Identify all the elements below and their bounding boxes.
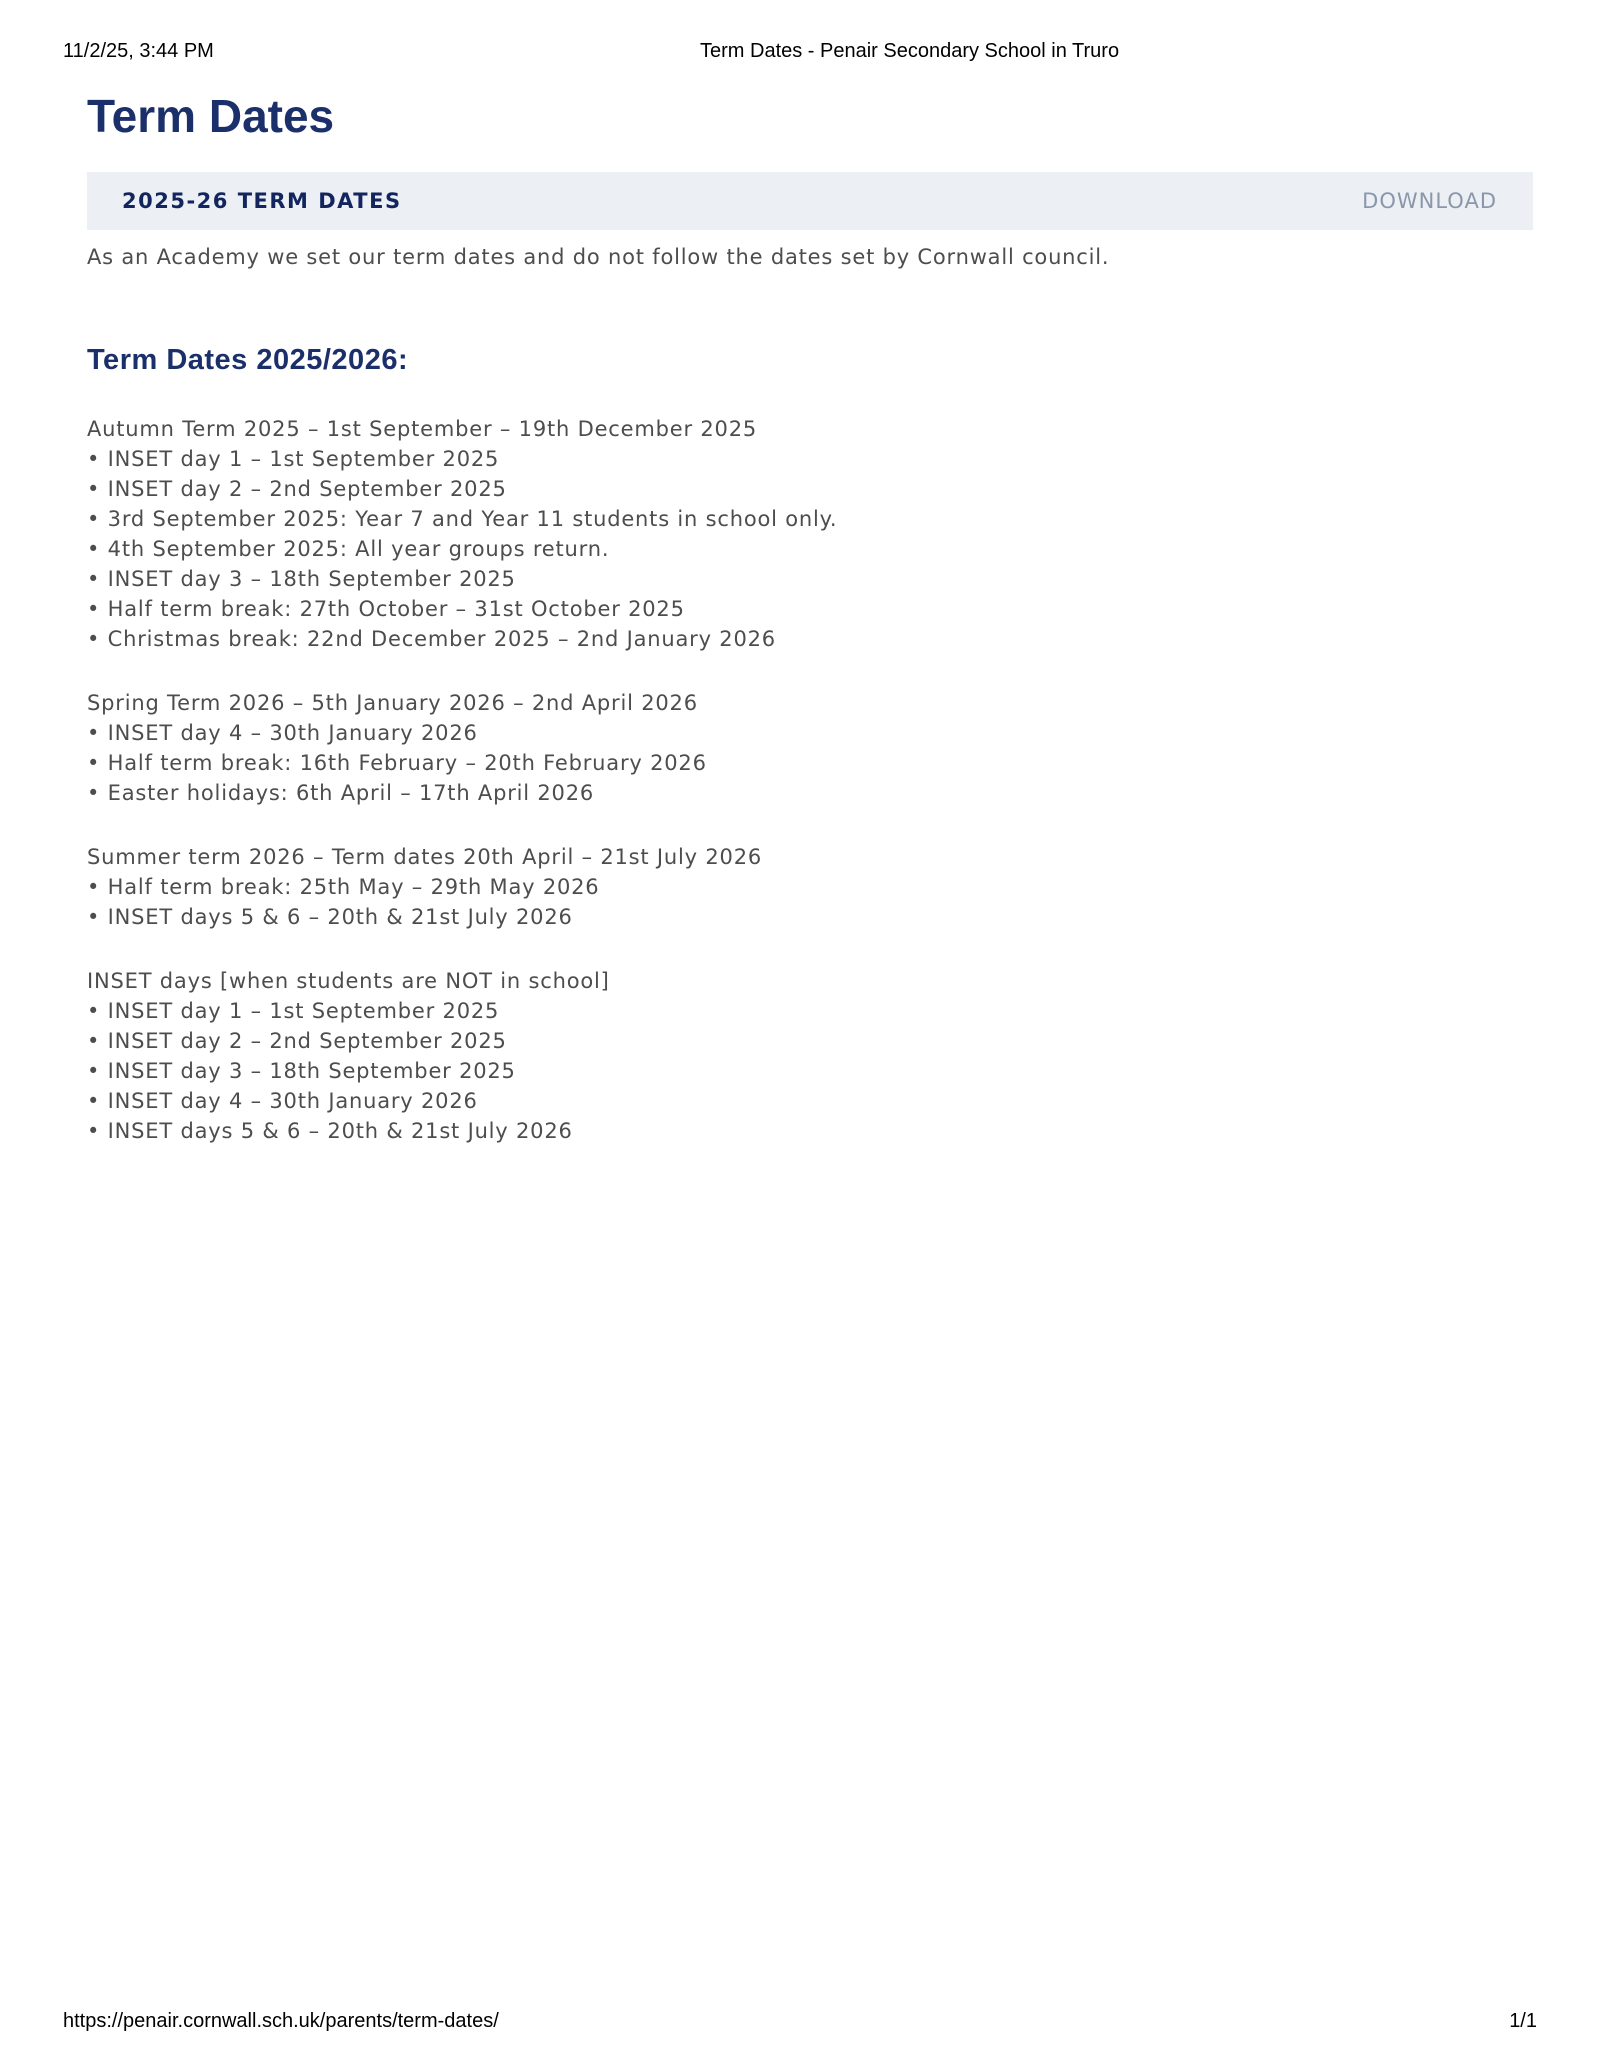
- term-item: • INSET days 5 & 6 – 20th & 21st July 2026: [87, 1119, 573, 1143]
- intro-text: As an Academy we set our term dates and do not follow the dates set by Cornwall council.: [87, 245, 1110, 269]
- term-item: • INSET day 3 – 18th September 2025: [87, 567, 516, 591]
- term-item: • Easter holidays: 6th April – 17th April 2026: [87, 781, 595, 805]
- term-block-summer: [87, 842, 1533, 932]
- print-footer: [63, 2010, 1537, 2036]
- print-page-title: Term Dates - Penair Secondary School in Truro: [700, 40, 1120, 62]
- page-title: Term Dates: [87, 90, 335, 142]
- term-item: • Christmas break: 22nd December 2025 – 2nd January 2026: [87, 627, 776, 651]
- term-item: • Half term break: 25th May – 29th May 2026: [87, 875, 600, 899]
- print-datetime: 11/2/25, 3:44 PM: [63, 40, 214, 62]
- term-item: • INSET day 4 – 30th January 2026: [87, 721, 478, 745]
- term-item: • Half term break: 27th October – 31st October 2025: [87, 597, 685, 621]
- term-item: • INSET day 4 – 30th January 2026: [87, 1089, 478, 1113]
- term-item: • INSET day 1 – 1st September 2025: [87, 447, 500, 471]
- term-item: • INSET day 2 – 2nd September 2025: [87, 1029, 507, 1053]
- term-item: • 3rd September 2025: Year 7 and Year 11 students in school only.: [87, 507, 838, 531]
- accordion-title[interactable]: 2025-26 TERM DATES: [122, 189, 402, 213]
- term-heading: Autumn Term 2025 – 1st September – 19th December 2025: [87, 417, 758, 441]
- term-heading: INSET days [when students are NOT in school]: [87, 969, 610, 993]
- term-item: • INSET day 3 – 18th September 2025: [87, 1059, 516, 1083]
- term-item: • INSET day 2 – 2nd September 2025: [87, 477, 507, 501]
- download-link[interactable]: DOWNLOAD: [1362, 189, 1497, 213]
- term-dates-accordion[interactable]: [87, 172, 1533, 230]
- term-heading: Summer term 2026 – Term dates 20th April – 21st July 2026: [87, 845, 763, 869]
- main-content: [87, 84, 1533, 1146]
- section-heading: Term Dates 2025/2026:: [87, 344, 409, 376]
- term-item: • 4th September 2025: All year groups return.: [87, 537, 610, 561]
- term-item: • INSET day 1 – 1st September 2025: [87, 999, 500, 1023]
- term-item: • Half term break: 16th February – 20th February 2026: [87, 751, 707, 775]
- term-block-inset-days: [87, 966, 1533, 1146]
- print-page-number: 1/1: [1509, 2010, 1537, 2032]
- term-block-spring: [87, 688, 1533, 808]
- print-header: [63, 40, 1537, 66]
- print-url: https://penair.cornwall.sch.uk/parents/term-dates/: [63, 2010, 499, 2032]
- term-item: • INSET days 5 & 6 – 20th & 21st July 2026: [87, 905, 573, 929]
- term-block-autumn: [87, 414, 1533, 654]
- term-heading: Spring Term 2026 – 5th January 2026 – 2nd April 2026: [87, 691, 698, 715]
